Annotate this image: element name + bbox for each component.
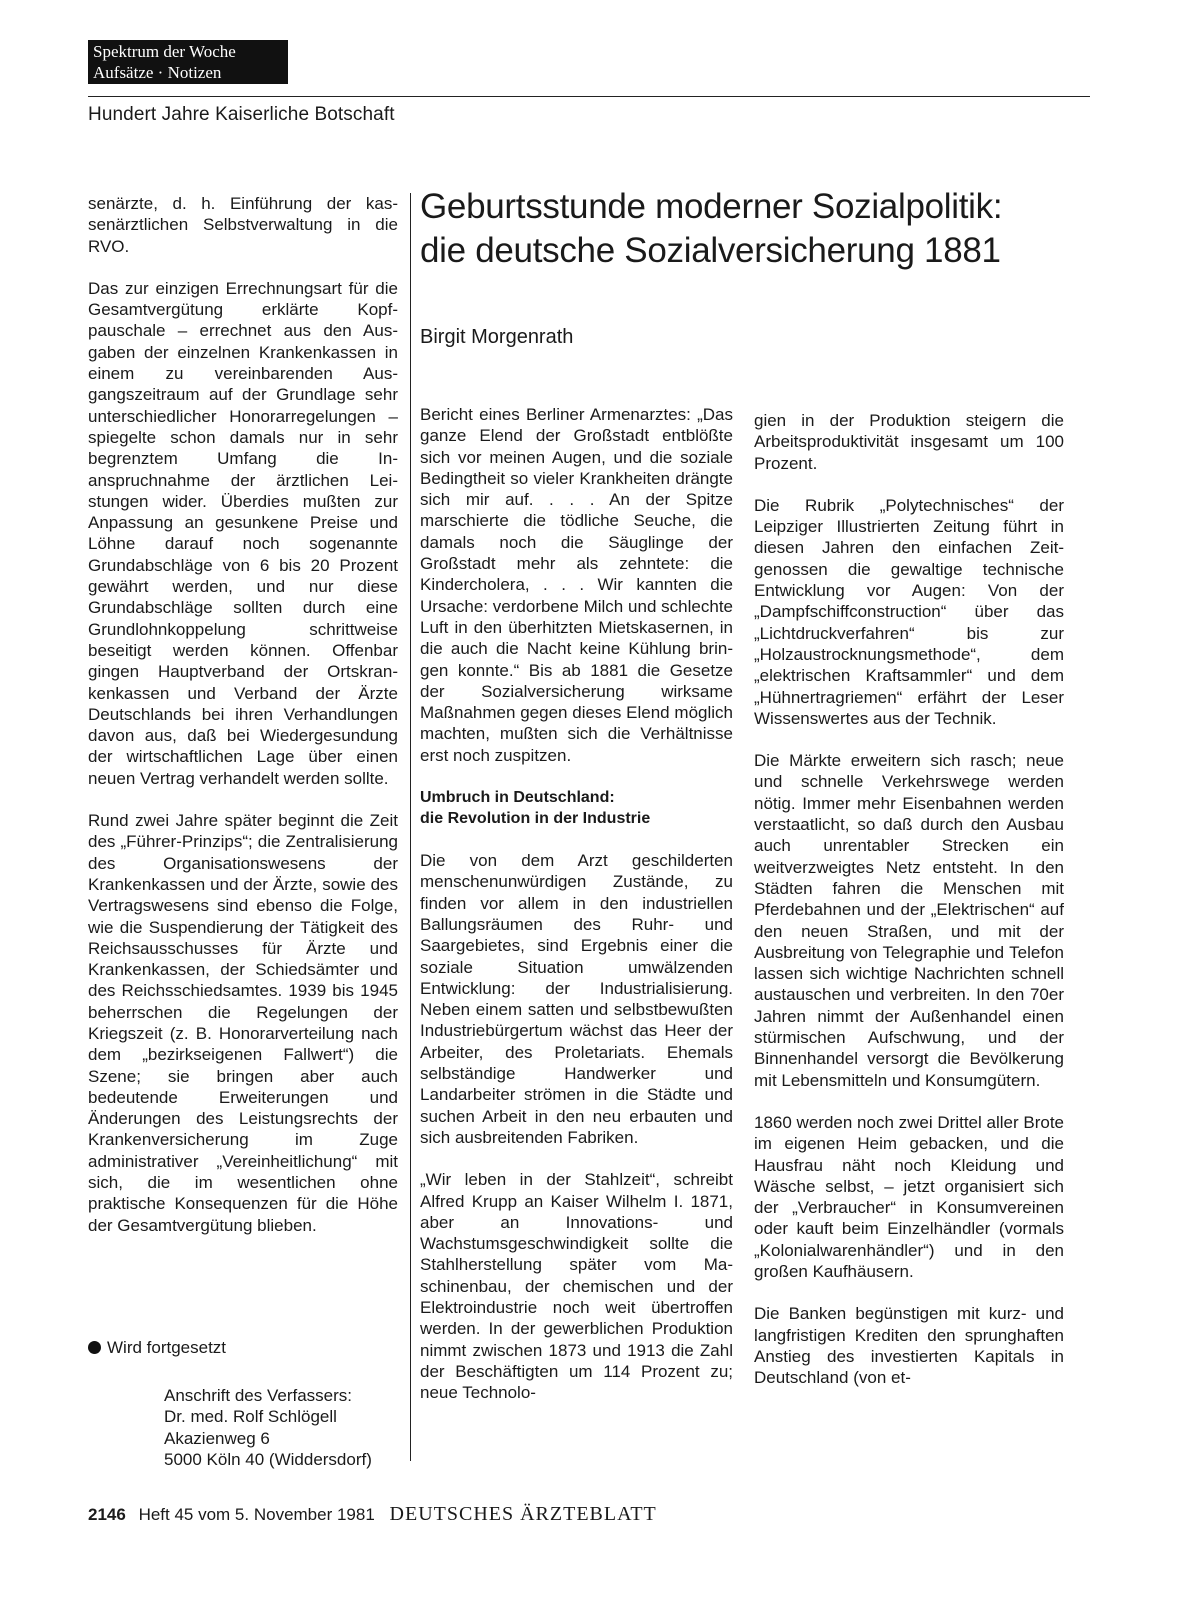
left-paragraph-2: Das zur einzigen Errechnungsart für die Gesamtvergütung erklärte Kopfpauschale – errechnet aus den Ausgaben der einzelnen Krankenkassen in einem zu vereinbarenden Ausgangszeitraum auf der Grundlage sehr unterschiedlicher Honorarregelungen – spiegelte schon damals nur in sehr begrenztem Umfang die Inanspruchnahme der ärztlichen Leistungen wider. Überdies mußten zur Anpassung an gesunkene Preise und Löhne darauf noch sogenannte Grundabschläge von 6 bis 20 Prozent gewährt werden, und nur diese Grundabschläge sollten durch eine Grundlohnkoppelung schrittweise beseitigt werden können. Offenbar gingen Hauptverband der Ortskrankenkassen und Verband der Ärzte Deutschlands bei ihren Verhandlungen davon aus, daß bei Wiedergesundung der wirtschaftlichen Lage über einen neuen Vertrag verhandelt werden sollte. bbox=[88, 278, 398, 788]
middle-paragraph-1: Bericht eines Berliner Armenarztes: „Das ganze Elend der Großstadt entblößte sich vor meinen Augen, und die soziale Bedingtheit so vieler Krankheiten drängte sich mir auf. . . . An der Spitze marschierte die tödliche Seuche, die damals noch die Säuglinge der Großstadt mehr als zehntete: die Kindercholera, . . . Wir kannten die Ursache: verdorbene Milch und schlechte Luft in den überhitzten Mietskasernen, in die auch die Nacht keine Kühlung bringen konnte.“ Bis ab 1881 die Gesetze der Sozialversicherung wirksame Maßnahmen gegen dieses Elend möglich machten, mußten sich die Verhältnisse erst noch zuspitzen. bbox=[420, 405, 733, 765]
section-label bbox=[88, 40, 288, 84]
address-line-3: Akazienweg 6 bbox=[164, 1428, 270, 1448]
middle-paragraph-2: Die von dem Arzt geschilderten menschenunwürdigen Zustände, zu finden vor allem in den industriellen Ballungsräumen des Ruhr- und Saargebietes, sind Ergebnis einer die soziale Situation umwälzenden Entwicklung: der Industrialisierung. Neben einem satten und selbstbewußten Industriebürgertum wächst das Heer der Arbeiter, des Proletariats. Ehemals selbständige Handwerker und Landarbeiter strömen in die Städte und suchen Arbeit in den neu erbauten und sich ausbreitenden Fabriken. bbox=[420, 851, 733, 1147]
address-line-2: Dr. med. Rolf Schlögell bbox=[164, 1407, 337, 1427]
right-paragraph-3: Die Märkte erweitern sich rasch; neue und schnelle Verkehrswege werden nötig. Immer mehr Eisenbahnen werden verstaatlicht, so daß durch den Ausbau auch unrentabler Strecken ein weitverzweigtes Netz entsteht. In den Städten fahren die Menschen mit Pferdebahnen und der „Elektrischen“ auf den neuen Straßen, und mit der Ausbreitung von Telegraphie und Telefon lassen sich wichtige Nachrichten schnell austauschen und verbreiten. In den 70er Jahren nimmt der Außenhandel einen stürmischen Aufschwung, und der Binnenhandel versorgt die Bevölkerung mit Lebensmitteln und Konsumgütern. bbox=[754, 751, 1064, 1090]
article-author: Birgit Morgenrath bbox=[420, 326, 574, 348]
left-paragraph-3: Rund zwei Jahre später beginnt die Zeit des „Führer-Prinzips“; die Zentralisierung des Organisationswesens der Krankenkassen und der Ärzte, sowie des Vertragswesens sind ebenso die Folge, wie die Suspendierung der Tätigkeit des Reichsausschusses für Ärzte und Krankenkassen, der Schiedsämter und des Reichsschiedsamtes. 1939 bis 1945 beherrschen die Regelungen der Kriegszeit (z. B. Honorarverteilung nach dem „bezirkseigenen Fallwert“) die Szene; sie bringen aber auch bedeutende Erweiterungen und Änderungen des Leistungsrechts der Krankenversicherung im Zuge administrativer „Vereinheitlichung“ mit sich, die im wesentlichen ohne praktische Konsequenzen für die Höhe der Gesamtvergütung blieben. bbox=[88, 811, 398, 1235]
middle-paragraph-3: „Wir leben in der Stahlzeit“, schreibt Alfred Krupp an Kaiser Wilhelm I. 1871, aber an Innovations- und Wachstumsgeschwindigkeit sollte die Stahlherstellung später vom Maschinenbau, der chemischen und der Elektroindustrie noch weit übertroffen werden. In der gewerblichen Produktion nimmt zwischen 1873 und 1913 die Zahl der Beschäftigten um 114 Prozent zu; neue Technolo- bbox=[420, 1170, 733, 1403]
continued-note bbox=[88, 1338, 226, 1358]
page-footer bbox=[88, 1503, 657, 1526]
header-rule bbox=[88, 96, 1090, 97]
section-label-line-2: Aufsätze · Notizen bbox=[93, 63, 222, 82]
issue-info: Heft 45 vom 5. November 1981 bbox=[138, 1505, 375, 1524]
page-number: 2146 bbox=[88, 1505, 126, 1524]
article-title bbox=[420, 185, 1100, 273]
left-paragraph-1: senärzte, d. h. Einführung der kassenärztlichen Selbstverwaltung in die RVO. bbox=[88, 194, 398, 256]
left-column bbox=[88, 193, 398, 1236]
subheading-line-2: die Revolution in der Industrie bbox=[420, 810, 651, 828]
column-divider bbox=[410, 193, 411, 1461]
header-title: Hundert Jahre Kaiserliche Botschaft bbox=[88, 104, 395, 125]
section-label-line-1: Spektrum der Woche bbox=[93, 42, 236, 61]
bullet-icon bbox=[88, 1341, 101, 1354]
author-address bbox=[164, 1385, 372, 1470]
continued-label: Wird fortgesetzt bbox=[107, 1338, 227, 1357]
subheading-line-1: Umbruch in Deutschland: bbox=[420, 789, 615, 807]
right-paragraph-1: gien in der Produktion steigern die Arbeitsproduktivität insgesamt um 100 Prozent. bbox=[754, 411, 1064, 473]
right-paragraph-2: Die Rubrik „Polytechnisches“ der Leipziger Illustrierten Zeitung führt in diesen Jahren den einfachen Zeitgenossen die gewaltige technische Entwicklung vor Augen: Von der „Dampfschiffconstruction“ über das „Lichtdruckverfahren“ bis zur „Holzaustrocknungsmethode“, dem „elektrischen Kraftsammler“ und dem „Hühnertragriemen“ erfährt der Leser Wissenswertes aus der Technik. bbox=[754, 495, 1064, 728]
address-line-4: 5000 Köln 40 (Widdersdorf) bbox=[164, 1449, 372, 1469]
middle-column bbox=[420, 404, 733, 1403]
right-column bbox=[754, 410, 1064, 1388]
right-paragraph-4: 1860 werden noch zwei Drittel aller Brote im eigenen Heim gebacken, und die Hausfrau näht noch Kleidung und Wäsche selbst, – jetzt organisiert sich der „Verbraucher“ in Konsumvereinen oder kauft beim Einzelhändler (vormals „Kolonialwarenhändler“) und in den großen Kaufhäusern. bbox=[754, 1112, 1064, 1281]
section-subheading bbox=[420, 787, 733, 829]
article-title-line-2: die deutsche Sozialversicherung 1881 bbox=[420, 231, 1001, 270]
address-line-1: Anschrift des Verfassers: bbox=[164, 1386, 353, 1405]
right-paragraph-5: Die Banken begünstigen mit kurz- und langfristigen Krediten den sprunghaften Anstieg des investierten Kapitals in Deutschland (von et- bbox=[754, 1304, 1064, 1388]
journal-name: DEUTSCHES ÄRZTEBLATT bbox=[389, 1503, 657, 1525]
article-title-line-1: Geburtsstunde moderner Sozialpolitik: bbox=[420, 187, 1003, 226]
